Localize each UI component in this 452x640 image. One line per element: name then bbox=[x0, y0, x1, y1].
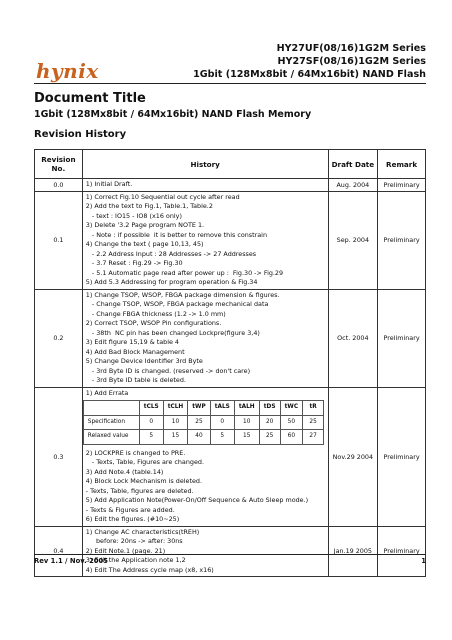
remark-cell: Preliminary bbox=[378, 387, 426, 526]
errata-column-header: tDS bbox=[259, 401, 280, 416]
history-line: 3) Add Note.4 (table.14) bbox=[85, 467, 164, 476]
history-line: - text : IO15 - IO8 (x16 only) bbox=[85, 211, 182, 220]
header-rule bbox=[34, 83, 426, 84]
history-line: 2) Correct TSOP, WSOP Pin configurations. bbox=[85, 319, 222, 327]
errata-value: 15 bbox=[163, 430, 188, 445]
history-line: - 5.1 Automatic page read after power up : Fig.30 -> Fig.29 bbox=[85, 268, 284, 277]
history-line: - Texts, Table, Figures are changed. bbox=[85, 458, 204, 466]
col-header-revision: Revision No. bbox=[35, 150, 83, 179]
col-header-remark: Remark bbox=[378, 150, 426, 179]
history-line: 2) LOCKPRE is changed to PRE. bbox=[85, 448, 186, 457]
header-block bbox=[193, 42, 426, 81]
draft-date-cell: Aug. 2004 bbox=[328, 179, 378, 192]
history-line: 1) Correct Fig.10 Sequential out cycle after read bbox=[85, 192, 240, 201]
header-line-3: 1Gbit (128Mx8bit / 64Mx16bit) NAND Flash bbox=[193, 69, 426, 80]
revision-history-table bbox=[34, 149, 426, 577]
history-line: before: 20ns -> after: 30ns bbox=[85, 537, 183, 545]
errata-value: 5 bbox=[210, 430, 234, 445]
history-cell bbox=[82, 289, 328, 387]
errata-column-header: tALH bbox=[234, 401, 259, 416]
history-line: - Note : if possible it is better to remove this constrain bbox=[85, 230, 268, 239]
errata-column-header: tALS bbox=[210, 401, 234, 416]
history-line: 5) Change Device Identifier 3rd Byte bbox=[85, 357, 203, 365]
history-line: - Texts & Figures are added. bbox=[85, 505, 175, 514]
table-row bbox=[35, 526, 426, 577]
errata-value: 60 bbox=[280, 430, 302, 445]
history-line: 1) Initial Draft. bbox=[85, 180, 133, 188]
draft-date-cell: Nov.29 2004 bbox=[328, 387, 378, 526]
table-row bbox=[35, 179, 426, 192]
footer-revision: Rev 1.1 / Nov. 2005 bbox=[34, 557, 108, 565]
history-line: 3) Delete '3.2 Page program NOTE 1. bbox=[85, 221, 205, 229]
history-line: 4) Add Bad Block Management bbox=[85, 347, 185, 356]
hynix-logo: hynix bbox=[36, 59, 99, 83]
header-line-2: HY27SF(08/16)1G2M Series bbox=[277, 56, 426, 67]
revision-number-cell: 0.3 bbox=[35, 387, 83, 526]
history-line: 2) Edit Note.1 (page. 21) bbox=[85, 546, 166, 555]
history-line: 6) Edit the figures. (#10~25) bbox=[85, 515, 180, 523]
revision-number-cell: 0.4 bbox=[35, 526, 83, 577]
draft-date-cell: Sep. 2004 bbox=[328, 191, 378, 289]
errata-column-header: tR bbox=[303, 401, 324, 416]
errata-row bbox=[83, 415, 323, 430]
history-line: 1) Change TSOP, WSOP, FBGA package dimension & figures. bbox=[85, 290, 280, 299]
revision-number-cell: 0.2 bbox=[35, 289, 83, 387]
history-line: 4) Edit The Address cycle map (x8, x16) bbox=[85, 565, 214, 574]
history-line: - 38th NC pin has been changed Lockpre(figure 3,4) bbox=[85, 328, 260, 337]
document-subtitle: 1Gbit (128Mx8bit / 64Mx16bit) NAND Flash Memory bbox=[34, 109, 312, 120]
footer-rule bbox=[34, 554, 426, 555]
errata-value: 25 bbox=[259, 430, 280, 445]
history-line: 4) Change the text ( page 10,13, 45) bbox=[85, 240, 204, 248]
history-line: - Change TSOP, WSOP, FBGA package mechanical data bbox=[85, 300, 269, 308]
col-header-history: History bbox=[82, 150, 328, 179]
remark-cell: Preliminary bbox=[378, 526, 426, 577]
history-cell bbox=[82, 387, 328, 526]
errata-value: 0 bbox=[139, 415, 163, 430]
history-cell bbox=[82, 526, 328, 577]
errata-column-header: tWP bbox=[188, 401, 210, 416]
history-line: - 3.7 Reset : Fig.29 -> Fig.30 bbox=[85, 259, 183, 267]
remark-cell: Preliminary bbox=[378, 191, 426, 289]
errata-row bbox=[83, 430, 323, 445]
errata-value: 20 bbox=[259, 415, 280, 430]
header-line-1: HY27UF(08/16)1G2M Series bbox=[276, 43, 426, 54]
history-line: 4) Block Lock Mechanism is deleted. bbox=[85, 477, 203, 485]
draft-date-cell: Jan.19 2005 bbox=[328, 526, 378, 577]
history-line: - 2.2 Address Input : 28 Addresses -> 27 Addresses bbox=[85, 249, 257, 258]
revision-number-cell: 0.1 bbox=[35, 191, 83, 289]
history-line: - Texts, Table, figures are deleted. bbox=[85, 486, 194, 495]
history-cell bbox=[82, 179, 328, 192]
history-line: - 3rd Byte ID table is deleted. bbox=[85, 376, 186, 384]
errata-row-label: Relaxed value bbox=[83, 430, 139, 445]
col-header-draft-date: Draft Date bbox=[328, 150, 378, 179]
remark-cell: Preliminary bbox=[378, 289, 426, 387]
document-title: Document Title bbox=[34, 91, 146, 106]
errata-value: 40 bbox=[188, 430, 210, 445]
errata-value: 10 bbox=[234, 415, 259, 430]
remark-cell: Preliminary bbox=[378, 179, 426, 192]
errata-value: 27 bbox=[303, 430, 324, 445]
history-line: - 3rd Byte ID is changed. (reserved -> don't care) bbox=[85, 366, 251, 375]
errata-value: 0 bbox=[210, 415, 234, 430]
history-line: - Change FBGA thickness (1.2 -> 1.0 mm) bbox=[85, 309, 226, 318]
draft-date-cell: Oct. 2004 bbox=[328, 289, 378, 387]
errata-value: 10 bbox=[163, 415, 188, 430]
history-line: 5) Add 5.3 Addressing for program operation & Fig.34 bbox=[85, 278, 258, 286]
errata-value: 15 bbox=[234, 430, 259, 445]
history-line: 2) Add the text to Fig.1, Table.1, Table.2 bbox=[85, 202, 213, 210]
history-line: 5) Add Application Note(Power-On/Off Sequence & Auto Sleep mode.) bbox=[85, 496, 309, 504]
table-row bbox=[35, 289, 426, 387]
table-row bbox=[35, 191, 426, 289]
errata-corner-cell bbox=[83, 401, 139, 416]
history-line: 3) Edit the Application note 1,2 bbox=[85, 556, 186, 564]
history-cell bbox=[82, 191, 328, 289]
footer-page-number: 1 bbox=[421, 557, 426, 565]
history-line: 3) Edit figure 15,19 & table 4 bbox=[85, 338, 180, 346]
table-header-row bbox=[35, 150, 426, 179]
table-row bbox=[35, 387, 426, 526]
section-heading: Revision History bbox=[34, 129, 127, 140]
history-line: 1) Change AC characteristics(tREH) bbox=[85, 527, 200, 536]
errata-column-header: tCLH bbox=[163, 401, 188, 416]
errata-column-header: tWC bbox=[280, 401, 302, 416]
errata-table bbox=[83, 400, 324, 445]
errata-row-label: Specification bbox=[83, 415, 139, 430]
history-line: 1) Add Errata bbox=[85, 388, 129, 397]
errata-value: 25 bbox=[188, 415, 210, 430]
errata-value: 25 bbox=[303, 415, 324, 430]
revision-number-cell: 0.0 bbox=[35, 179, 83, 192]
errata-value: 50 bbox=[280, 415, 302, 430]
errata-column-header: tCLS bbox=[139, 401, 163, 416]
errata-header-row bbox=[83, 401, 323, 416]
errata-value: 5 bbox=[139, 430, 163, 445]
